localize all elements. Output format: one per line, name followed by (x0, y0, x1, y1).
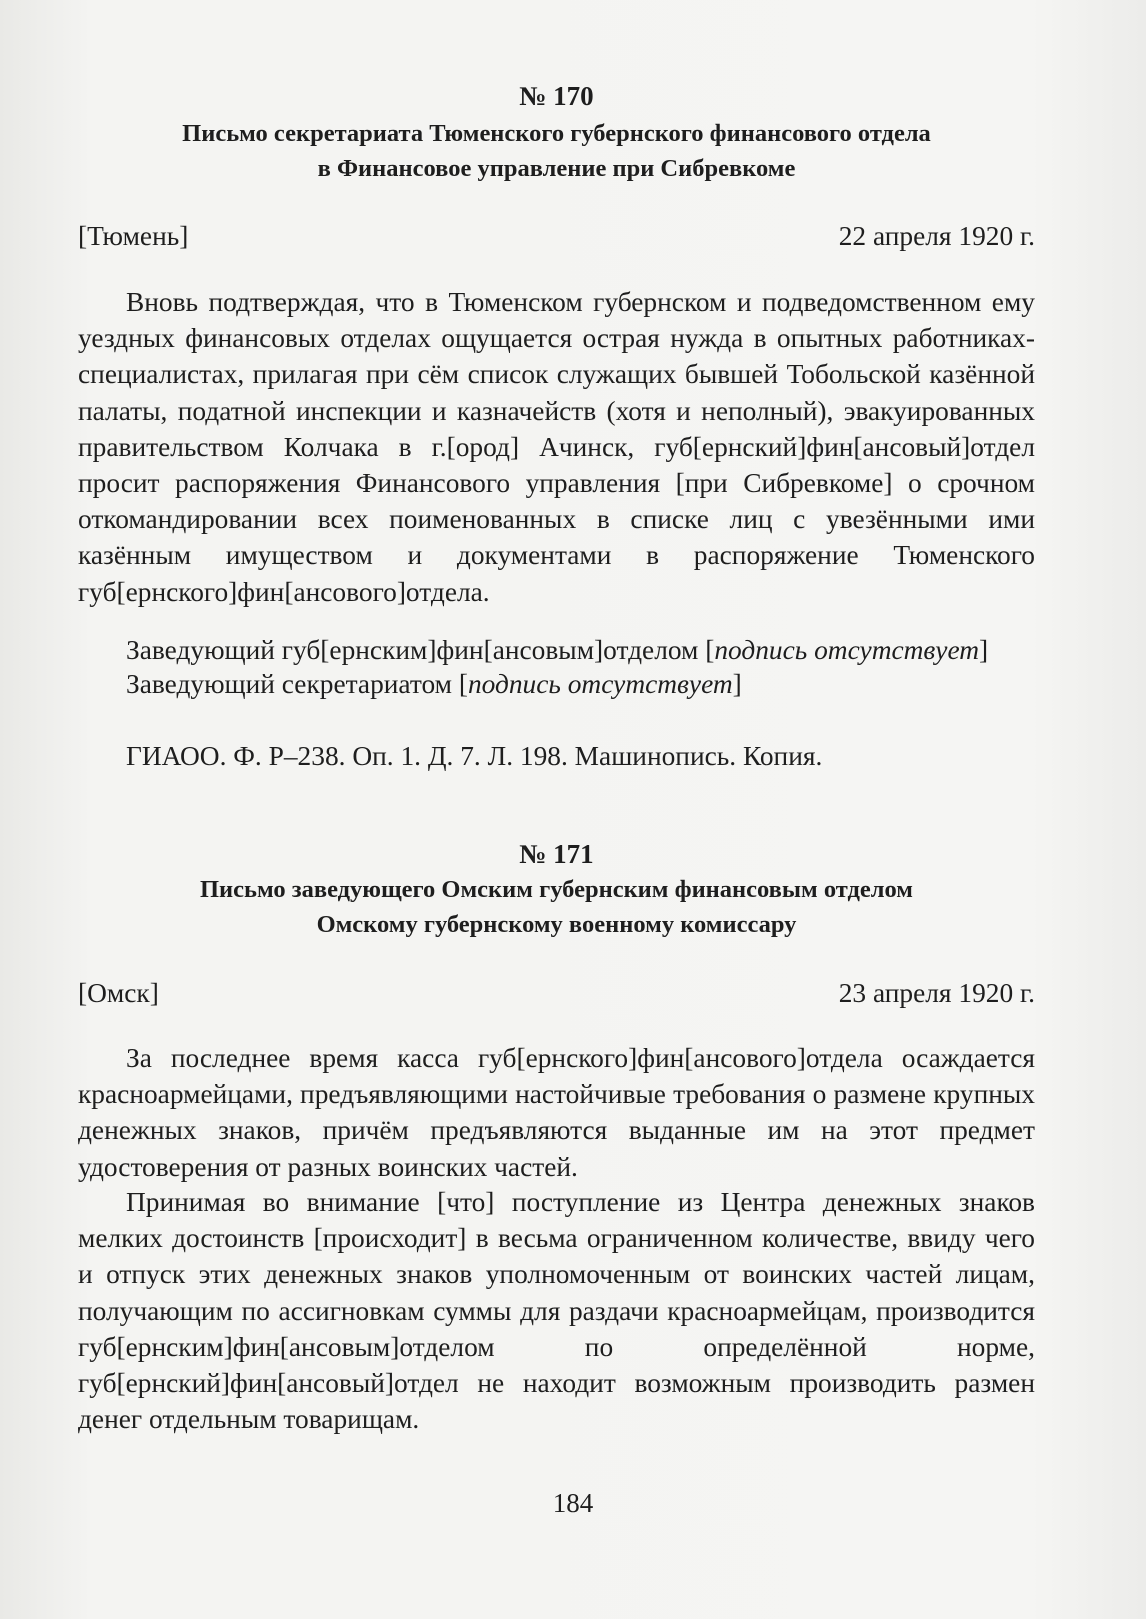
page-number: 184 (552, 1488, 594, 1518)
doc170-place-date (78, 218, 1035, 254)
doc171-place-date (78, 975, 1035, 1011)
doc170-signature-1-note: подпись отсутствует (714, 635, 980, 665)
doc170-archive-reference: ГИАОО. Ф. Р–238. Оп. 1. Д. 7. Л. 198. Машинопись. Копия. (126, 741, 823, 771)
doc171-title-line2: Омскому губернскому военному комиссару (316, 911, 797, 938)
doc170-body: Вновь подтверждая, что в Тюменском губернском и подведомственном ему уездных финансовых отделах ощущается острая нужда в опытных работниках-специалистах, прилагая при сём список служащих бывшей Тобольской казённой палаты, податной инспекции и казначейств (хотя и неполный), эвакуированных правительством Колчака в г.[ород] Ачинск, губ[ернский]фин[ансовый]отдел просит распоряжения Финансового управления [при Сибревкоме] о срочном откомандировании всех поименованных в списке лиц с увезёнными ими казённым имуществом и документами в распоряжение Тюменского губ[ернского]фин[ансового]отдела. (78, 287, 1035, 607)
doc170-title-line1: Письмо секретариата Тюменского губернского финансового отдела (182, 120, 931, 147)
doc170-number: № 170 (519, 81, 594, 111)
doc171-place: [Омск] (78, 978, 159, 1008)
doc170-place: [Тюмень] (78, 221, 189, 251)
doc170-title-line2: в Финансовое управление при Сибревкоме (317, 155, 796, 182)
doc170-title (78, 116, 1035, 186)
doc171-paragraph-1: За последнее время касса губ[ернского]фин[ансового]отдела осаждается красноармейцами, предъявляющими настойчивые требования о размене крупных денежных знаков, причём предъявляются выданные им на этот предмет удостоверения от разных воинских частей. (78, 1043, 1035, 1182)
doc170-signature-2-note: подпись отсутствует (467, 669, 733, 699)
doc170-signature-1-text: Заведующий губ[ернским]фин[ансовым]отделом [ (126, 635, 715, 665)
doc171-title (78, 872, 1035, 942)
doc171-date: 23 апреля 1920 г. (838, 978, 1035, 1008)
doc170-signature-1: Заведующий губ[ернским]фин[ансовым]отделом [подпись отсутствует] (126, 635, 989, 665)
doc170-signature-2: Заведующий секретариатом [подпись отсутствует] (126, 669, 742, 699)
doc171-paragraph-2: Принимая во внимание [что] поступление из Центра денежных знаков мелких достоинств [происходит] в весьма ограниченном количестве, ввиду чего и отпуск этих денежных знаков уполномоченным от воинских частей лицам, получающим по ассигновкам суммы для раздачи красноармейцам, производится губ[ернским]фин[ансовым]отделом по определённой норме, губ[ернский]фин[ансовый]отдел не находит возможным производить размен денег отдельным товарищам. (78, 1187, 1035, 1435)
doc171-number: № 171 (519, 839, 594, 869)
doc171-title-line1: Письмо заведующего Омским губернским финансовым отделом (200, 876, 913, 903)
doc170-signature-2-text: Заведующий секретариатом [ (126, 669, 468, 699)
doc170-date: 22 апреля 1920 г. (838, 221, 1035, 251)
